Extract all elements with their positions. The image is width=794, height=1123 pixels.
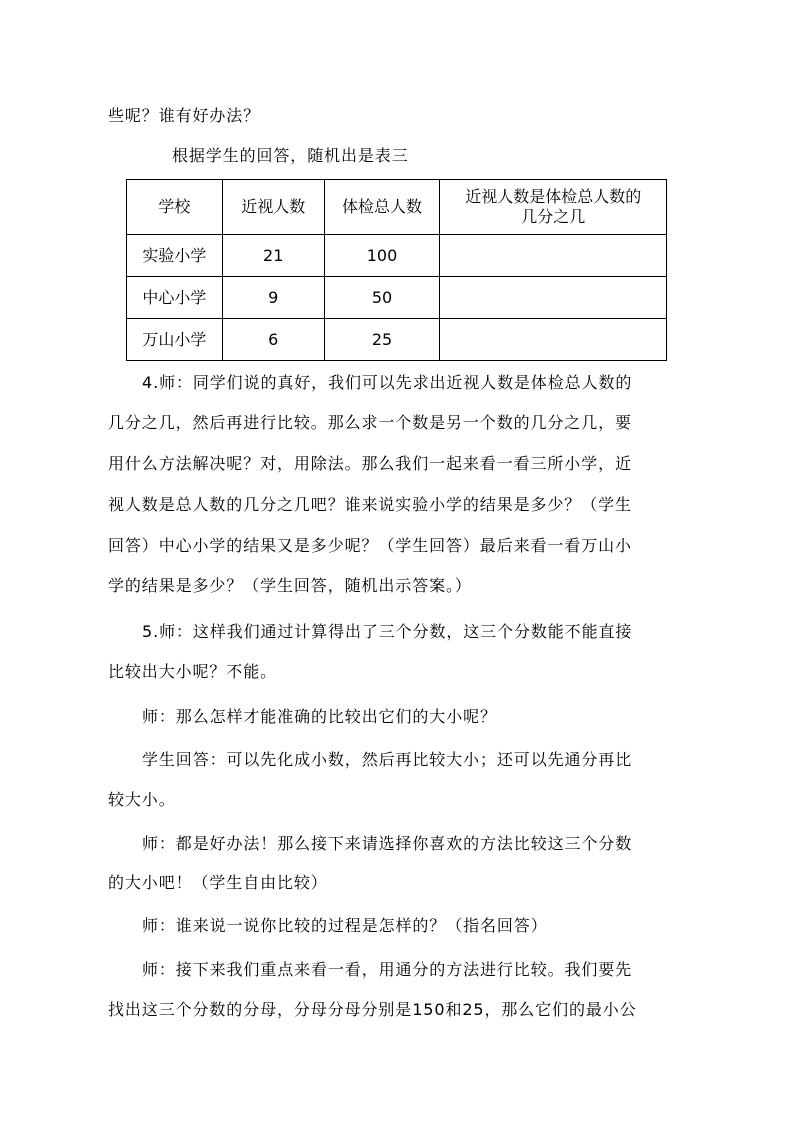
paragraph-9: 师：谁来说一说你比较的过程是怎样的？（指名回答） (142, 916, 548, 935)
paragraph-6: 师：那么怎样才能准确的比较出它们的大小呢？ (142, 707, 497, 726)
paragraph-intro: 些呢？谁有好办法？ (108, 106, 261, 125)
cell-fraction (440, 235, 667, 277)
cell-fraction (440, 319, 667, 361)
cell-myopia: 21 (222, 235, 324, 277)
paragraph-5-line-2: 比较出大小呢？不能。 (108, 662, 278, 681)
cell-myopia: 6 (222, 319, 324, 361)
paragraph-7-line-2: 较大小。 (108, 790, 176, 809)
paragraph-4-line-1: 4.师：同学们说的真好，我们可以先求出近视人数是体检总人数的 (142, 373, 633, 392)
table-header-row (127, 180, 667, 235)
paragraph-4-line-2: 几分之几，然后再进行比较。那么求一个数是另一个数的几分之几，要 (108, 413, 632, 432)
table-row (127, 277, 667, 319)
paragraph-4-line-5: 回答）中心小学的结果又是多少呢？（学生回答）最后来看一看万山小 (108, 536, 632, 555)
paragraph-8-line-1: 师：都是好办法！那么接下来请选择你喜欢的方法比较这三个分数 (142, 834, 633, 853)
cell-school: 实验小学 (127, 235, 223, 277)
header-fraction-line1: 近视人数是体检总人数的 (465, 187, 642, 206)
paragraph-7-line-1: 学生回答：可以先化成小数，然后再比较大小；还可以先通分再比 (142, 750, 633, 769)
paragraph-4-line-3: 用什么方法解决呢？对，用除法。那么我们一起来看一看三所小学，近 (108, 454, 632, 473)
paragraph-8-line-2: 的大小吧！（学生自由比较） (108, 873, 328, 892)
cell-total: 100 (324, 235, 440, 277)
header-school: 学校 (127, 180, 223, 235)
header-fraction (440, 180, 667, 235)
paragraph-10-line-1: 师：接下来我们重点来看一看，用通分的方法进行比较。我们要先 (142, 960, 633, 979)
paragraph-4-line-4: 视人数是总人数的几分之几吧？谁来说实验小学的结果是多少？（学生 (108, 495, 632, 514)
cell-fraction (440, 277, 667, 319)
cell-total: 25 (324, 319, 440, 361)
paragraph-10-line-2: 找出这三个分数的分母，分母分母分别是150和25，那么它们的最小公 (108, 1000, 637, 1019)
paragraph-4-line-6: 学的结果是多少？（学生回答，随机出示答案。） (108, 576, 472, 595)
cell-myopia: 9 (222, 277, 324, 319)
header-myopia-count: 近视人数 (222, 180, 324, 235)
paragraph-5-line-1: 5.师：这样我们通过计算得出了三个分数，这三个分数能不能直接 (142, 622, 633, 641)
table-three (126, 179, 667, 361)
cell-school: 中心小学 (127, 277, 223, 319)
cell-total: 50 (324, 277, 440, 319)
header-total-count: 体检总人数 (324, 180, 440, 235)
table-row (127, 235, 667, 277)
header-fraction-line2: 几分之几 (521, 207, 586, 226)
cell-school: 万山小学 (127, 319, 223, 361)
table-caption: 根据学生的回答，随机出是表三 (172, 146, 409, 165)
table-row (127, 319, 667, 361)
